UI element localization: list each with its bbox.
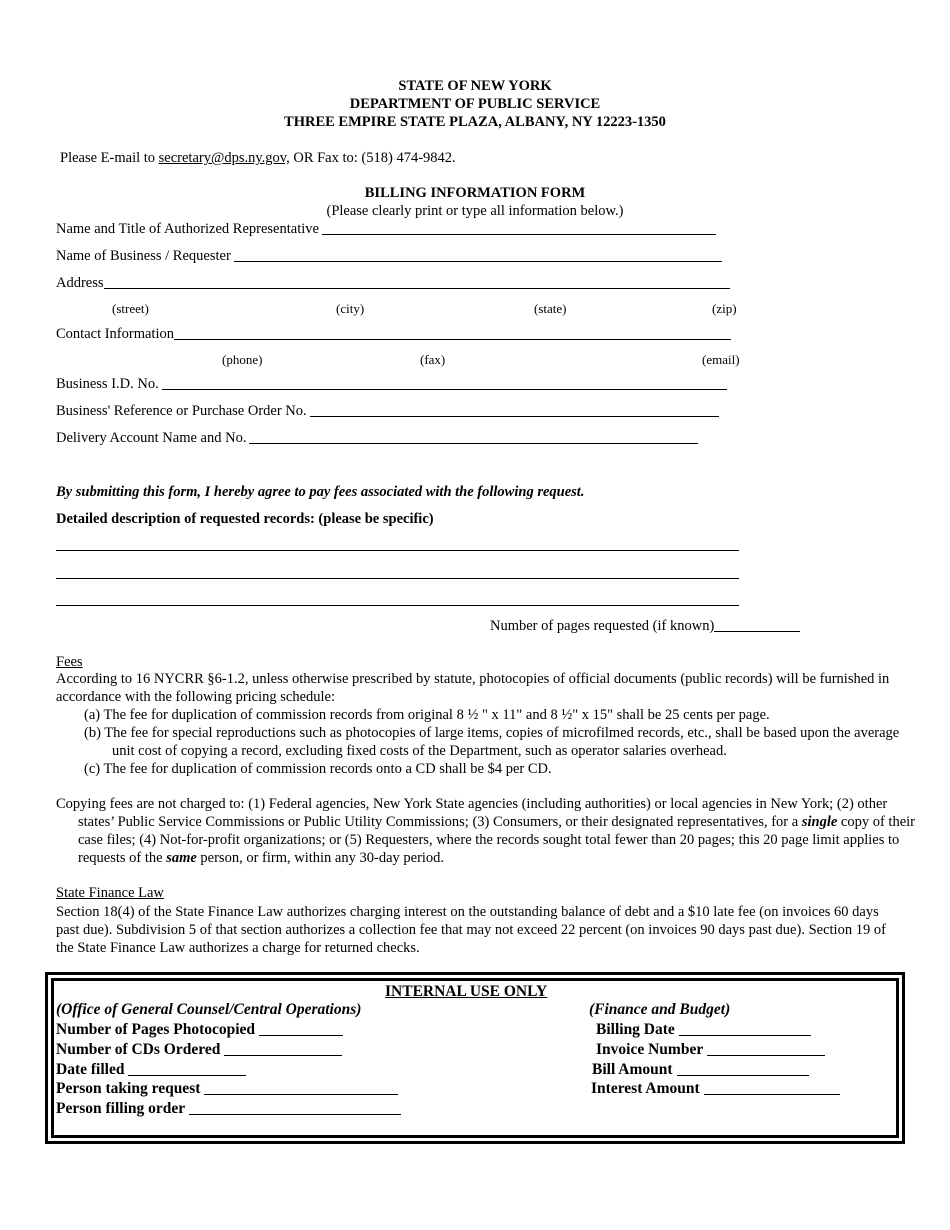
header-department: DEPARTMENT OF PUBLIC SERVICE [349,96,601,112]
invoice-number-field [596,1041,825,1059]
delivery-label: Delivery Account Name and No. [56,430,247,446]
contact-suffix: OR Fax to: (518) 474-9842. [289,150,456,166]
form-subtitle: (Please clearly print or type all information below.) [326,203,624,219]
person-taking-request-field [56,1080,398,1098]
header-address: THREE EMPIRE STATE PLAZA, ALBANY, NY 12223-1350 [284,114,666,130]
pages-requested-field [490,618,800,635]
invoice-number-input-line[interactable] [707,1055,825,1056]
person-filling-order-field [56,1100,401,1118]
bill-amount-input-line[interactable] [677,1075,809,1076]
business-id-label: Business I.D. No. [56,376,159,392]
reference-input-line[interactable] [310,416,719,417]
cds-ordered-input-line[interactable] [224,1055,342,1056]
person-taking-request-label: Person taking request [56,1080,201,1097]
internal-left-heading: (Office of General Counsel/Central Operations) [56,1001,362,1018]
date-filled-input-line[interactable] [128,1075,246,1076]
business-label: Name of Business / Requester [56,248,231,264]
fee-item-c: (c) The fee for duplication of commission records onto a CD shall be $4 per CD. [84,761,552,777]
business-id-field [56,376,727,393]
address-sub-street: (street) [112,301,149,316]
contact-sub-fax: (fax) [420,352,446,367]
address-input-line[interactable] [104,288,730,289]
fees-heading: Fees [56,654,83,670]
exempt-text-1: Copying fees are not charged to: (1) Federal agencies, New York State agencies (including authorities) or local agencies in New York; (2) other states’ Public Service Commissions or Public Utility Commissions; (3) Consumers, or their designated representatives, for a [56,796,888,830]
business-id-input-line[interactable] [162,389,727,390]
billing-date-label: Billing Date [596,1021,675,1038]
billing-date-input-line[interactable] [679,1035,811,1036]
exempt-emphasis-single: single [801,814,838,830]
form-title: BILLING INFORMATION FORM [364,185,586,201]
business-field [56,248,722,265]
address-sub-state: (state) [534,301,567,316]
pages-photocopied-field [56,1021,343,1039]
representative-label: Name and Title of Authorized Representative [56,221,319,237]
reference-label: Business' Reference or Purchase Order No. [56,403,307,419]
person-filling-order-label: Person filling order [56,1100,186,1117]
exempt-text-2: copy of their case files; (4) Not-for-profit organizations; or (5) Requesters, where the records sought total fewer than 20 pages; this 20 page limit applies to requests of the [78,814,915,866]
address-sub-city: (city) [336,301,365,316]
cds-ordered-field [56,1041,342,1059]
fee-exemptions [56,795,920,867]
date-filled-label: Date filled [56,1061,125,1078]
interest-amount-label: Interest Amount [591,1080,700,1097]
business-input-line[interactable] [234,261,722,262]
representative-field [56,221,716,238]
invoice-number-label: Invoice Number [596,1041,704,1058]
bill-amount-field [592,1061,809,1079]
exempt-emphasis-same: same [166,850,197,866]
finance-law-text: Section 18(4) of the State Finance Law authorizes charging interest on the outstanding balance of debt and a $10 late fee (on invoices 60 days past due). Subdivision 5 of that section authorizes a collection fee that may not exceed 22 percent (on invoices 90 days past due). Section 19 of the State Finance Law authorizes a charge for returned checks. [56,904,886,956]
contact-line [60,150,456,167]
contact-info-input-line[interactable] [174,339,731,340]
interest-amount-field [591,1080,840,1098]
pages-photocopied-label: Number of Pages Photocopied [56,1021,256,1038]
pages-requested-label: Number of pages requested (if known) [490,618,715,634]
contact-prefix: Please E-mail to [60,150,159,166]
exempt-text-3: person, or firm, within any 30-day period. [196,850,445,866]
fees-intro: According to 16 NYCRR §6-1.2, unless otherwise prescribed by statute, photocopies of official documents (public records) will be furnished in accordance with the following pricing schedule: [56,671,890,705]
header-state: STATE OF NEW YORK [398,78,552,94]
contact-sub-email: (email) [702,352,740,367]
description-line-2[interactable] [56,578,739,579]
contact-info-label: Contact Information [56,326,174,342]
description-label: Detailed description of requested records: (please be specific) [56,511,434,527]
pages-requested-input-line[interactable] [714,631,800,632]
representative-input-line[interactable] [322,234,716,235]
billing-date-field [596,1021,811,1039]
person-taking-request-input-line[interactable] [204,1094,398,1095]
fee-item-a: (a) The fee for duplication of commission records from original 8 ½ " x 11" and 8 ½" x 15" shall be 25 cents per page. [84,707,770,723]
bill-amount-label: Bill Amount [592,1061,673,1078]
date-filled-field [56,1061,246,1079]
address-label: Address [56,275,104,291]
person-filling-order-input-line[interactable] [189,1114,401,1115]
contact-sub-phone: (phone) [222,352,263,367]
finance-law-heading: State Finance Law [56,885,164,901]
address-field [56,275,730,292]
email-link[interactable]: secretary@dps.ny.gov, [158,150,290,166]
delivery-input-line[interactable] [249,443,698,444]
agreement-statement: By submitting this form, I hereby agree to pay fees associated with the following request. [56,484,585,500]
description-line-1[interactable] [56,550,739,551]
internal-right-heading: (Finance and Budget) [589,1001,731,1018]
delivery-field [56,430,698,447]
pages-photocopied-input-line[interactable] [259,1035,343,1036]
address-sub-zip: (zip) [712,301,737,316]
internal-use-title: INTERNAL USE ONLY [385,983,548,1000]
reference-field [56,403,719,420]
contact-field [56,326,731,343]
cds-ordered-label: Number of CDs Ordered [56,1041,221,1058]
fee-item-b: (b) The fee for special reproductions such as photocopies of large items, copies of microfilmed records, etc., shall be based upon the average unit cost of copying a record, excluding fixed costs of the Department, such as operator salaries overhead. [84,725,900,759]
description-line-3[interactable] [56,605,739,606]
interest-amount-input-line[interactable] [704,1094,840,1095]
